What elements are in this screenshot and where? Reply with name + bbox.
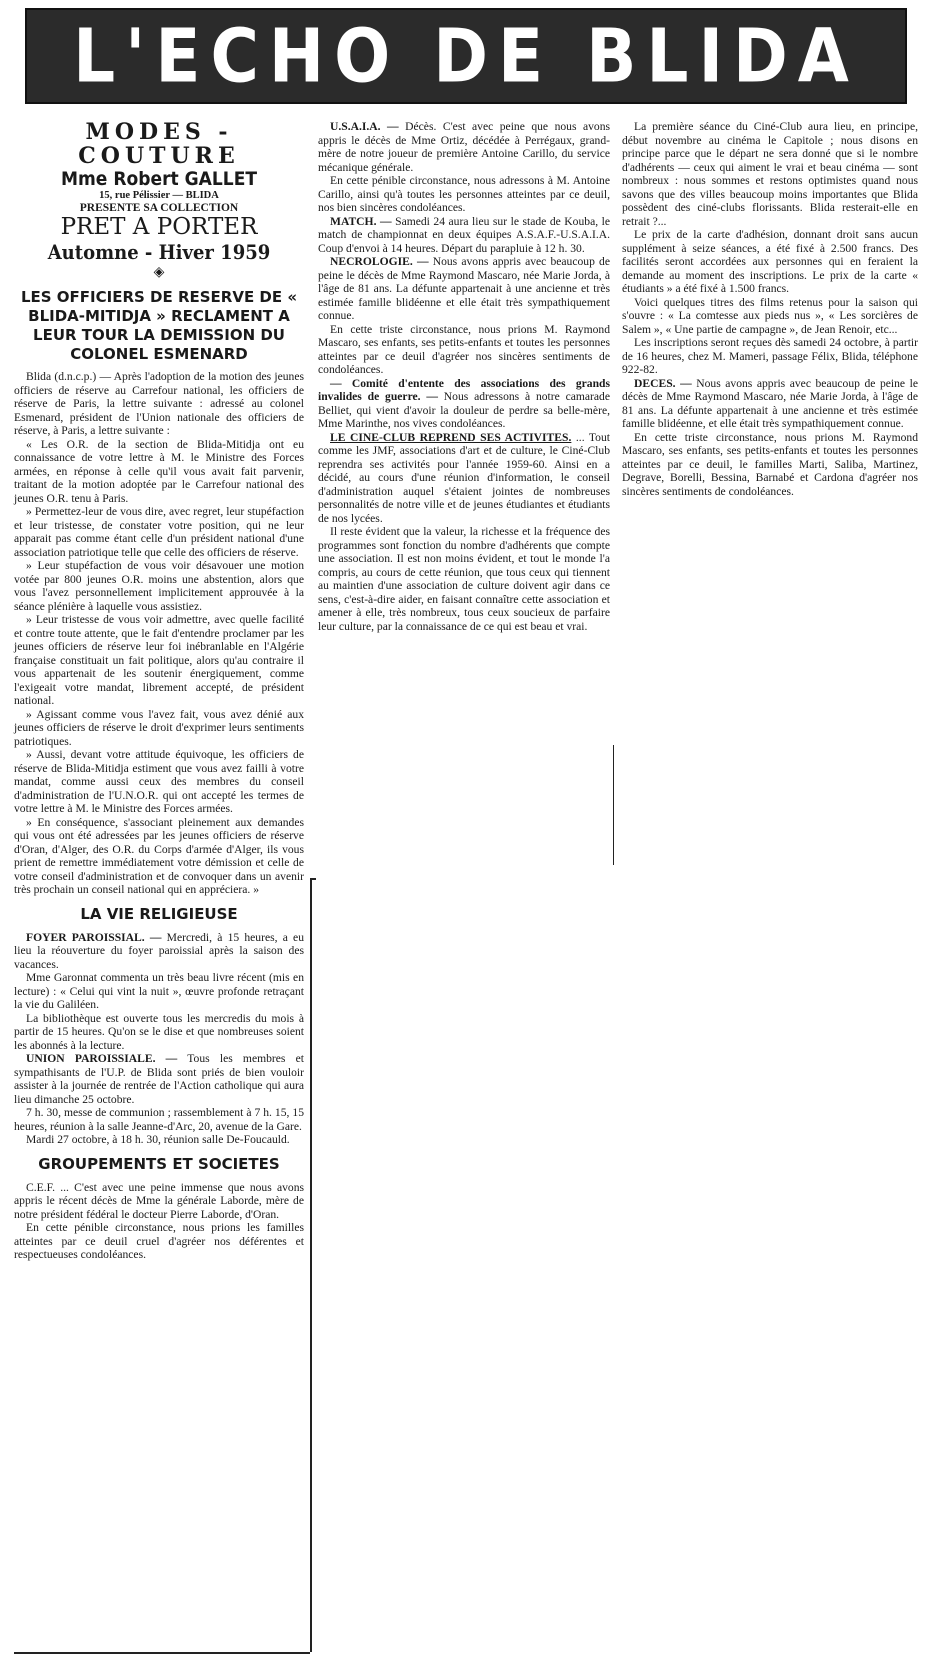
religious-paragraph [14,1052,304,1106]
groups-paragraph: En cette pénible circonstance, nous adressons à M. Antoine Carillo, ainsi qu'à toutes les personnes atteintes par ce deuil, nos bien sincères condoléances. [318,174,610,214]
officers-paragraph: « Les O.R. de la section de Blida-Mitidja ont eu connaissance de votre lettre à M. le Ministre des Forces armées, en réponse à celle qu'il vous avait fait parvenir, traitant de la motion adoptée par le Carrefour national des jeunes O.R. tenu à Paris. [14,437,304,505]
foyer-text: Mercredi, à 15 heures, a eu lieu la réouverture du foyer paroissial après la saison des vacances. [14,930,304,971]
groups-heading: GROUPEMENTS ET SOCIETES [38,1154,280,1173]
column-rule-left [310,880,312,1652]
match-lead: MATCH. — [330,214,392,228]
necrologie-text: Nous avons appris avec beaucoup de peine le décès de Mme Raymond Mascaro, née Marie Jorda, à l'âge de 81 ans. La défunte appartenait à une ancienne et très estimée famille blidéenne et elle était très sympathiquement connue. [318,255,610,322]
officers-paragraph: Blida (d.n.c.p.) — Après l'adoption de la motion des jeunes officiers de réserve au Carrefour national, les officiers de réserve de Paris, la lettre suivante : adressé au colonel Esmenard, président de l'Union nationale des officiers de réserve, à Paris, a lettre suivante : [14,370,304,437]
officers-paragraph: » Agissant comme vous l'avez fait, vous avez dénié aux jeunes officiers de réserve le droit d'exprimer leurs sentiments patriotiques. [14,707,304,748]
groups-paragraph: En cette pénible circonstance, nous prions les familles atteintes par ce deuil cruel d'agréer nos déférentes et respectueuses condoléances. [14,1221,304,1261]
union-text: Tous les membres et sympathisants de l'U.P. de Blida sont priés de bien vouloir assister à la journée de rentrée de l'Action catholique qui aura lieu dimanche 25 octobre. [14,1052,304,1106]
groups-paragraph [318,120,610,174]
deces-text: Nous avons appris avec beaucoup de peine le décès de Mme Raymond Mascaro, née Marie Jorda, à l'âge de 81 ans. La défunte appartenait à une ancienne et très estimée famille blidéenne, et elle était très sympathiquement connue. [622,376,918,430]
match-text: Samedi 24 aura lieu sur le stade de Kouba, le match de championnat en deux équipes A.S.A.F.-U.S.A.I.A. Coup d'envoi à 14 heures. Départ du parapluie à 12 h. 30. [318,214,611,255]
column-2 [318,120,610,633]
ad-modes-couture: MODES - COUTURE [78,119,240,169]
officers-paragraph: » Leur tristesse de vous voir admettre, avec quelle facilité et contre toute attente, que le fait d'entendre proclamer par les jeunes officiers de réserve leur foi inébranlable en l'Algérie française constituait un fait politique, alors qu'au contraire il vous appartenait de les soutenir énergiquement, comme l'exigeait votre mandat, librement accepté, de président national. [14,613,304,707]
ad-presents: PRESENTE SA COLLECTION [79,202,239,214]
officers-paragraph: » Aussi, devant votre attitude équivoque, les officiers de réserve de Blida-Mitidja estiment que vous avez failli à votre mandat, comme aussi ceux des membres du conseil d'administration de l'U.N.O.R. qui ont accepté les termes de votre lettre à M. le Ministre des Forces armées. [14,748,304,815]
foyer-lead: FOYER PAROISSIAL. — [26,930,162,944]
groups-paragraph: Voici quelques titres des films retenus pour la saison qui s'ouvre : « La comtesse aux pieds nus », « Les sorcières de Salem », « Une partie de campagne », de Jean Renoir, etc... [622,295,918,336]
ad-pret-a-porter: PRET A PORTER [60,214,258,240]
necrologie-lead: NECROLOGIE. — [330,255,429,268]
religious-paragraph: Mme Garonnat commenta un très beau livre récent (mis en lecture) : « Celui qui vint la nuit », œuvre profonde retraçant la vie du Galiléen. [14,971,304,1011]
groups-paragraph: Les inscriptions seront reçues dès samedi 24 octobre, à partir de 16 heures, chez M. Mameri, passage Félix, Blida, téléphone 922-82. [622,336,918,376]
groups-paragraph: C.E.F. ... C'est avec une peine immense que nous avons appris le récent décès de Mme la générale Laborde, mère de notre président fédéral le docteur Pierre Laborde, d'Oran. [14,1180,304,1221]
officers-paragraph: » Permettez-leur de vous dire, avec regret, leur stupéfaction et leur tristesse, de constater votre position, qui ne leur apparait pas comme étant celle d'un président national d'une association patriotique telle que celle des officiers de réserve. [14,505,304,559]
religious-paragraph: 7 h. 30, messe de communion ; rassemblement à 7 h. 15, 15 heures, réunion à la salle Jeanne-d'Arc, 20, avenue de la Gare. [14,1106,304,1133]
groups-paragraph: Le prix de la carte d'adhésion, donnant droit sans aucun supplément à seize séances, a été fixé à 2.500 francs. Des facilités seront accordées aux personnes qui en feraient la demande au moment des inscriptions. Le prix de la carte « étudiants » a été fixé à 1.500 francs. [622,228,918,295]
column-rule-mid [613,745,614,865]
usaia-lead: U.S.A.I.A. — [330,120,399,133]
masthead-title: L'ECHO DE BLIDA [73,12,859,100]
religious-paragraph: La bibliothèque est ouverte tous les mercredis du mois à partir de 15 heures. Qu'on se le dise et que nombreuses soient les abonnés à la lecture. [14,1011,304,1052]
column-3 [622,120,918,498]
officers-headline: LES OFFICIERS DE RESERVE DE « BLIDA-MITIDJA » RECLAMENT A LEUR TOUR LA DEMISSION DU COLONEL ESMENARD [20,288,298,363]
officers-paragraph: » Leur stupéfaction de vous voir désavouer une motion votée par 800 jeunes O.R. moins une abstention, alors que vous l'avez personnellement implicitement approuvée à la séance plénière à laquelle vous assistiez. [14,559,304,613]
usaia-text: Décès. C'est avec peine que nous avons appris le décès de Mme Ortiz, décédée à Perrégaux, grand-mère de notre joueur de première Antoine Carillo, du service mécanique générale. [318,120,610,174]
cine-club-lead: LE CINE-CLUB REPREND SES ACTIVITES. [330,430,572,444]
groups-paragraph [318,431,610,526]
ad-season: Automne - Hiver 1959 [47,240,271,264]
mid-rule [310,878,316,880]
deces-lead: DECES. — [634,376,692,390]
groups-paragraph: En cette triste circonstance, nous prions M. Raymond Mascaro, ses enfants, ses petits-enfants et toutes les personnes atteintes par ce deuil d'agréer nos sincères sentiments de condoléances. [318,322,610,376]
fashion-advertisement [14,120,304,282]
groups-paragraph [318,377,610,431]
groups-paragraph: La première séance du Ciné-Club aura lieu, en principe, début novembre au cinéma le Capitole ; nous disons en principe parce que le départ ne sera donné que si le nombre d'adhérents — ceux qui aiment le vrai et beau cinéma — sont nombreux : nous sommes et restons optimistes quand nous savons que des villes beaucoup moins importantes que Blida possèdent des ciné-clubs florissants. Blida resterait-elle en retrait ?... [622,120,918,228]
religious-paragraph [14,931,304,972]
groups-paragraph: Il reste évident que la valeur, la richesse et la fréquence des programmes sont fonction du nombre d'adhérents que compte une association. Il est non moins évident, et tout le monde l'a compris, au cours de cette réunion, que tous ceux qui tiennent au maintien d'une association de culture doivent agir dans ce sens, c'est-à-dire aider, en faisant connaître cette association et amener à elle, très nombreux, tous ceux soucieux de parfaire leur culture, par la connaissance de ce qui est beau et vrai. [318,525,610,633]
groups-paragraph [318,255,610,323]
groups-paragraph: En cette triste circonstance, nous prions M. Raymond Mascaro, ses enfants, ses petits-enfants et toutes les personnes atteintes par ce deuil, le familles Marti, Saliba, Martinez, Degrave, Borelli, Bessina, Barnabé et Cardona d'agréer nos sincères sentiments de condoléances. [622,430,918,498]
ad-shop-owner: Mme Robert GALLET [60,168,258,190]
religious-heading: LA VIE RELIGIEUSE [80,904,238,923]
union-lead: UNION PAROISSIALE. — [26,1052,178,1065]
officers-paragraph: » En conséquence, s'associant pleinement aux demandes qui vous ont été adressées par les jeunes officiers de réserve d'Oran, d'Alger, des O.R. du Corps d'armée d'Alger, ils vous prient de remettre immédiatement votre démission et celle de votre conseil d'administration et de convoquer dans un avenir très prochain un conseil national qui en appréciera. » [14,815,304,896]
ad-address: 15, rue Pélissier — BLIDA [99,190,219,201]
cine-club-text: ... Tout comme les JMF, associations d'art et de culture, le Ciné-Club reprendra ses activités pour l'année 1959-60. Ainsi en a décidé, au cours d'une réunion d'information, le conseil d'administration auquel s'étaient jointes de nombreuses personnalités de notre ville et de jeunes étudiantes et étudiants de nos lycées. [318,430,610,525]
column-1 [14,120,304,1262]
diamond-ornament-icon: ◈ [153,265,165,280]
comite-text: Nous adressons à notre camarade Belliet, qui vient d'avoir la douleur de perdre sa belle-mère, Mme Marinthe, nos vives condoléances. [318,390,610,430]
masthead [25,8,907,104]
groups-paragraph [622,377,918,431]
groups-paragraph [318,215,610,256]
comite-lead: — Comité d'entente des associations des grands invalides de guerre. — [318,376,610,403]
religious-paragraph: Mardi 27 octobre, à 18 h. 30, réunion salle De-Foucauld. [26,1133,290,1146]
bottom-rule [14,1652,310,1654]
